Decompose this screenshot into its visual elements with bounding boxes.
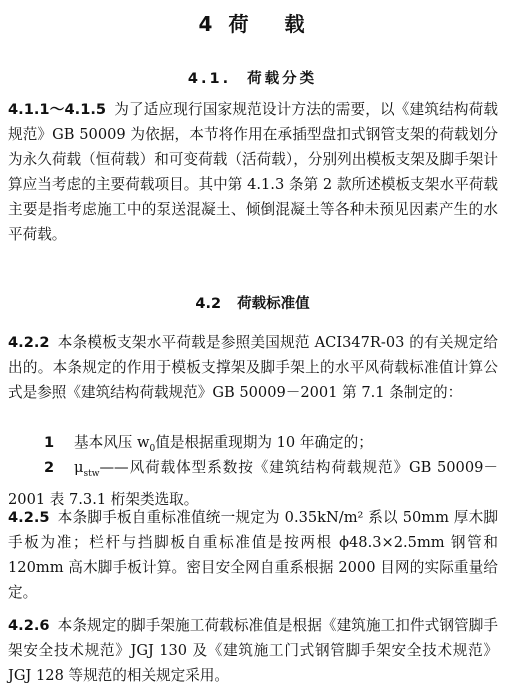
paragraph-4-2-2 bbox=[8, 330, 498, 405]
section-title-4-2 bbox=[0, 292, 505, 313]
clause-number: 4.1.1～4.1.5 bbox=[8, 101, 107, 118]
paragraph-4-1-1 bbox=[8, 97, 498, 247]
chapter-title-char-1: 荷 bbox=[228, 12, 251, 36]
item-index: 1 bbox=[44, 434, 55, 451]
paragraph-4-2-6 bbox=[8, 613, 498, 688]
section-label: 4.1. bbox=[187, 71, 232, 87]
item-index: 2 bbox=[44, 459, 55, 476]
item-text: ——风荷载体型系数按《建筑结构荷载规范》GB 50009－2001 表 7.3.1 桁架类选取。 bbox=[8, 459, 498, 508]
clause-text: 为了适应现行国家规范设计方法的需要，以《建筑结构荷载规范》GB 50009 为依据，本节将作用在承插型盘扣式钢管支架的荷载划分为永久荷载（恒荷载）和可变荷载（活荷载），分别列出模板支架及脚手架计算应当考虑的主要荷载项目。其中第 4.1.3 条第 2 款所述模板支架水平荷载主要是指考虑施工中的泵送混凝土、倾倒混凝土等各种未预见因素产生的水平荷载。 bbox=[8, 101, 498, 243]
section-heading: 荷载分类 bbox=[247, 71, 318, 87]
chapter-number: 4 bbox=[198, 12, 215, 36]
item-symbol: μ bbox=[74, 459, 84, 476]
item-subscript: stw bbox=[83, 468, 100, 479]
chapter-title bbox=[0, 8, 505, 37]
clause-text: 本条脚手板自重标准值统一规定为 0.35kN/m² 系以 50mm 厚木脚手板为准；栏杆与挡脚板自重标准值是按两根 ϕ48.3×2.5mm 钢管和 120mm 高木脚手板计算。密目安全网自重系根据 2000 目网的实际重量给定。 bbox=[8, 509, 498, 601]
chapter-title-char-2: 载 bbox=[284, 12, 307, 36]
clause-number: 4.2.6 bbox=[8, 617, 50, 634]
section-title-4-1 bbox=[0, 67, 505, 88]
section-label: 4.2 bbox=[195, 296, 222, 312]
paragraph-4-2-5 bbox=[8, 505, 498, 605]
item-text-pre: 基本风压 w bbox=[74, 434, 150, 451]
clause-number: 4.2.5 bbox=[8, 509, 50, 526]
clause-number: 4.2.2 bbox=[8, 334, 50, 351]
clause-text: 本条规定的脚手架施工荷载标准值是根据《建筑施工扣件式钢管脚手架安全技术规范》JGJ 130 及《建筑施工门式钢管脚手架安全技术规范》JGJ 128 等规范的相关规定采用。 bbox=[8, 617, 498, 684]
section-heading: 荷载标准值 bbox=[237, 296, 310, 312]
clause-text: 本条模板支架水平荷载是参照美国规范 ACI347R-03 的有关规定给出的。本条规定的作用于模板支撑架及脚手架上的水平风荷载标准值计算公式是参照《建筑结构荷载规范》GB 50009－2001 第 7.1 条制定的： bbox=[8, 334, 498, 401]
item-text-post: 值是根据重现期为 10 年确定的； bbox=[155, 434, 373, 451]
item-subscript: 0 bbox=[149, 443, 156, 454]
list-item-2 bbox=[8, 455, 498, 512]
